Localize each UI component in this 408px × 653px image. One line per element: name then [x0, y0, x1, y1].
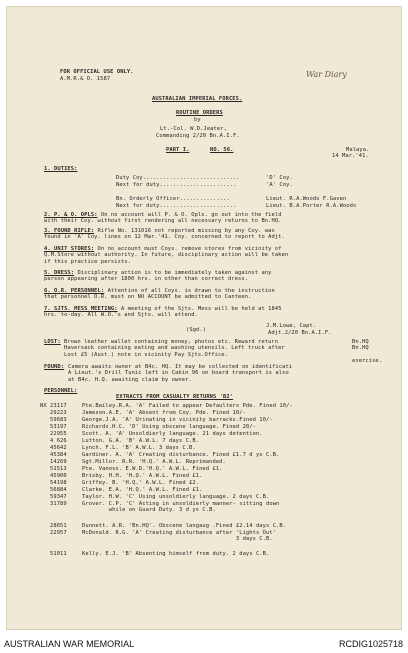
- record-number: 22957: [50, 530, 67, 536]
- record-entry: Sgt.Millor. R.R. 'H.Q.' A.W.L. Reprimanded.: [82, 459, 226, 465]
- record-entry: Pte.Bailey.R.A. 'A' Failed to appear Defaulters Pde. Fined 10/-: [82, 403, 293, 409]
- paragraph-heading: 7. SJTS. MESS MEETING:: [44, 306, 118, 312]
- order-number: NO. 56.: [210, 147, 234, 153]
- duty-row-left: Next for duty.......................: [116, 203, 237, 209]
- signature-name: J.M.Lowe, Capt.: [266, 323, 317, 329]
- personnel-subheading: EXTRACTS FROM CASUALTY RETURNS 'B2': [116, 394, 234, 400]
- duty-row-right: 'D' Coy.: [266, 175, 293, 181]
- paragraph: [44, 270, 272, 283]
- lost-heading: LOST:: [44, 339, 61, 345]
- lost-right-note: Bn.HQ: [352, 345, 369, 351]
- record-entry: Lynch. F.L. 'B' A.W.L. 3 days C.B.: [82, 445, 196, 451]
- record-entry: McDonald. R.G. 'A' Creating disturbance after 'Lights Out' 3 days C.B.: [82, 530, 277, 543]
- record-entry: Brisby. H.H. 'H.Q.' A.W.L. Fined £1.: [82, 473, 203, 479]
- paragraph-heading: 6. O.R. PERSONNEL:: [44, 288, 105, 294]
- paragraph: [44, 228, 285, 241]
- record-number: 14269: [50, 459, 67, 465]
- paragraph: [44, 288, 275, 301]
- record-number: 45900: [50, 473, 67, 479]
- lost-right-note: exercise.: [352, 358, 383, 364]
- duty-row-left: Bn. Orderly Officer...............: [116, 196, 230, 202]
- paragraph-heading: 5. DRESS:: [44, 270, 75, 276]
- record-entry: Pte. Vanoss. E.W.D.'H.Q.' A.W.L. Fined £1.: [82, 466, 223, 472]
- lost-text: Brown leather wallet containing money, photos etc. Reward return Haversack containing eating and washing utensils. Left truck after Lost £5 (Aust.) note in vicinity Pay Sjts.Office.: [64, 339, 285, 358]
- duty-row-right: Lieut. B.A.Porter R.A.Woods: [266, 203, 357, 209]
- paragraph: [44, 306, 282, 319]
- handwritten-note: War Diary: [306, 70, 347, 79]
- organisation: AUSTRALIAN IMPERIAL FORCES.: [152, 96, 243, 102]
- record-entry: Lutton. G.A. 'B' A.W.L. 7 days C.B.: [82, 438, 200, 444]
- paragraph-heading: 3. FOUND RIFLE:: [44, 228, 95, 234]
- record-number: 22955: [50, 431, 67, 437]
- form-number: A.M.R.& O. 1587: [60, 76, 111, 82]
- record-entry: Gardiner. A. 'A' Creating disturbance. Fined £1.7 d ys C.B.: [82, 452, 280, 458]
- commanding-officer: Lt.-Col. W.D.Jeater,: [160, 126, 227, 132]
- record-number: 45642: [50, 445, 67, 451]
- paragraph: [44, 212, 282, 225]
- footer-right: RCDIG1025718: [338, 639, 403, 649]
- record-number: 29223: [50, 410, 67, 416]
- part-number: PART I.: [166, 147, 190, 153]
- record-entry: Griffey. B. 'H.Q.' A.W.L. Fined £2.: [82, 480, 200, 486]
- found-text: Camera awaits owner at B4c. HQ. It may be collected on identificati A Lieut.'s Drill Tunic left in Cabin 96 on board transport is also at B4c. H.Q. awaiting claim by owner.: [68, 364, 293, 383]
- paragraph-text: A meeting of the Sjts. Mess will be held at 1845 hrs. to-day. All W.O.'s and Sjts. will attend.: [44, 306, 282, 319]
- record-entry: Richards.H.C. 'D' Using obscene language. Fined 20/-: [82, 424, 256, 430]
- duty-row-right: Lieut. R.A.Woods F.Gaven: [266, 196, 347, 202]
- location: Malaya.: [346, 147, 370, 153]
- record-number: 51513: [50, 466, 67, 472]
- record-entry: Jameson.A.E. 'A' Absent from Coy. Pde. Fined 10/-: [82, 410, 246, 416]
- footer-bar: [0, 636, 408, 653]
- by-text: by: [194, 117, 201, 123]
- record-number: 28651: [50, 523, 67, 529]
- record-number: NX 23117: [40, 403, 67, 409]
- record-number: 51011: [50, 551, 67, 557]
- record-entry: Clarke. E.A. 'H.Q.' A.W.L. Fined £1.: [82, 487, 203, 493]
- document-page: [6, 6, 402, 630]
- found-heading: FOUND:: [44, 364, 65, 370]
- date: 14 Mar.'41.: [332, 153, 369, 159]
- lost-right-note: Bn.HQ: [352, 339, 369, 345]
- duty-row-right: 'A' Coy.: [266, 182, 293, 188]
- paragraph-text: On no account must Coys. remove stores from vicinity of Q.M.Store without authority. In future, disciplinary action will be taken if this practice persists.: [44, 246, 289, 265]
- paragraph-heading: 4. UNIT STORES:: [44, 246, 95, 252]
- record-number: 56884: [50, 487, 67, 493]
- record-number: 59347: [50, 494, 67, 500]
- paragraph-text: On no account will P. & O. Opls. go out into the field with their Coy. without first rendering all necessary returns to Bn.HQ.: [44, 212, 282, 225]
- record-entry: Dunnett. A.R. 'Bn.HQ'. Obscene langaug .Fined £2.14 days C.B.: [82, 523, 287, 529]
- paragraph: [44, 246, 288, 265]
- record-number: 31789: [50, 501, 67, 507]
- paragraph-text: Attention of all Coys. is drawn to the instruction that personnel O.R. must on NO ACCOUNT be admitted to Canteen.: [44, 288, 275, 301]
- classification: FOR OFFICIAL USE ONLY.: [60, 69, 134, 75]
- record-entry: Grover. C.P. 'C' Acting in unsoldierly manner- sitting down while on Guard Duty. 3 d ys C.B.: [82, 501, 280, 514]
- record-entry: Kelly. E.J. 'B' Absenting himself from duty. 2 days C.B.: [82, 551, 270, 557]
- record-entry: Taylor. H.W. 'C' Using unsoldierly language. 2 days C.B.: [82, 494, 270, 500]
- paragraph-text: Rifle No. 131016 not reported missing by any Coy. was found in 'A' Coy. lines on 12 Mar.'41. Coy. concerned to report to Adjt.: [44, 228, 285, 241]
- document-title: ROUTINE ORDERS: [176, 110, 223, 116]
- personnel-heading: PERSONNEL:: [44, 388, 78, 394]
- paragraph-text: Disciplinary action is to be immediately taken against any person appearing after 1800 hrs. in other than correct dress.: [44, 270, 272, 283]
- duty-row-left: Next for duty.......................: [116, 182, 237, 188]
- record-number: 54198: [50, 480, 67, 486]
- record-number: 4 626: [50, 438, 67, 444]
- record-number: 53197: [50, 424, 67, 430]
- paragraph-heading: 2. P. & O. OPLS:: [44, 212, 98, 218]
- record-entry: George.J.A. 'A' Urinating in vicinity barracks.Fined 10/-: [82, 417, 273, 423]
- record-number: 45384: [50, 452, 67, 458]
- footer-left: AUSTRALIAN WAR MEMORIAL: [4, 639, 135, 649]
- record-number: 59683: [50, 417, 67, 423]
- command-unit: Commanding 2/20 Bn.A.I.F.: [156, 133, 240, 139]
- duties-heading: 1. DUTIES:: [44, 166, 78, 172]
- record-entry: Scott. A. 'A' Unsoldierly language. 21 days detention.: [82, 431, 263, 437]
- signature-sgd: (Sgd.): [186, 327, 207, 333]
- signature-title: Adjt.2/20 Bn.A.I.F.: [268, 330, 332, 336]
- duty-row-left: Duty Coy.............................: [116, 175, 240, 181]
